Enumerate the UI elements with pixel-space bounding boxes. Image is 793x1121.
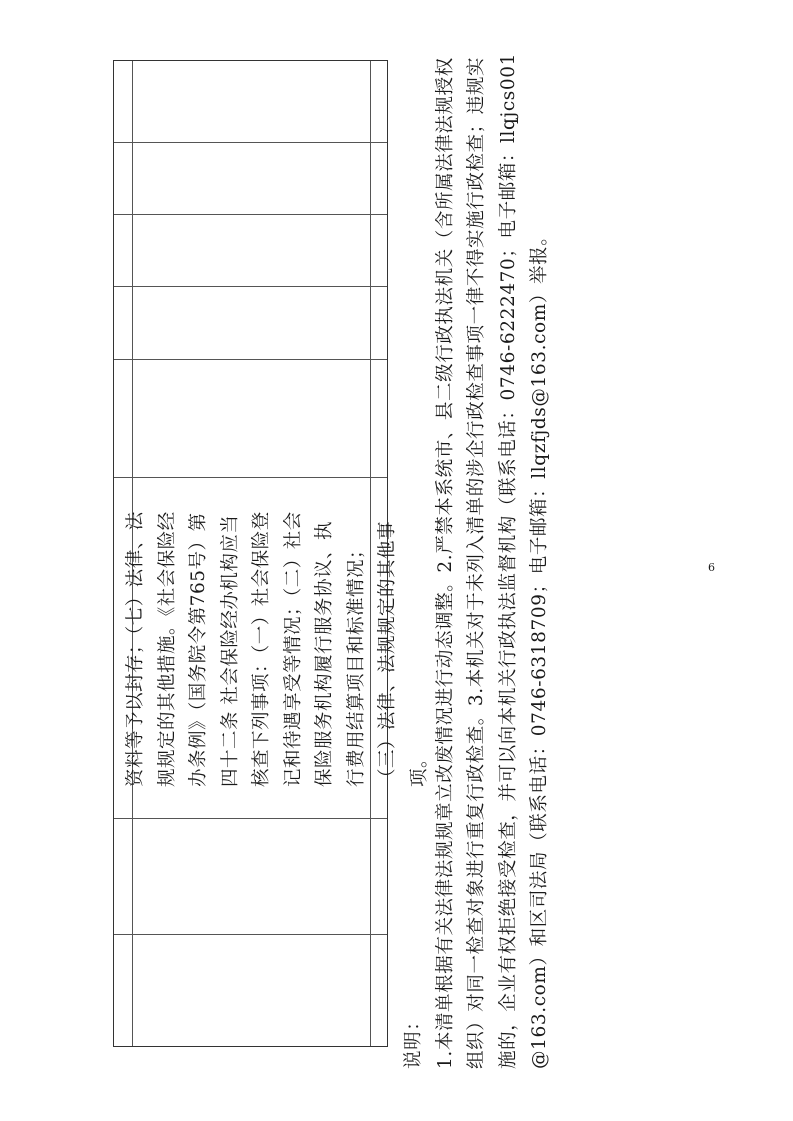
- table-column-divider: [114, 477, 387, 478]
- notes-section: [398, 49, 556, 1069]
- page-number: 6: [708, 561, 715, 574]
- table-column-divider: [114, 934, 387, 935]
- table-column-divider: [114, 818, 387, 819]
- table-column-divider: [114, 214, 387, 215]
- table-column-divider: [114, 359, 387, 360]
- notes-body: 1.本清单根据有关法律法规规章立改废情况进行动态调整。2.严禁本系统市、县二级行政执法机关（含所属法律法规授权组织）对同一检查对象进行重复行政检查。3.本机关对于未列入清单的涉企行政检查事项一律不得实施行政检查；违规实施的，企业有权拒绝接受检查，并可以向本机关行政执法监督机构（联系电话：0746-6222470；电子邮箱：llqjcs001@163.com）和区司法局（联系电话：0746-6318709；电子邮箱：llqzfjds@163.com）举报。: [434, 52, 550, 1069]
- notes-heading: 说明：: [403, 1011, 424, 1069]
- table-column-divider: [114, 286, 387, 287]
- table-column-divider: [114, 142, 387, 143]
- legal-basis-cell: 资料等予以封存；（七）法律、法规规定的其他措施。《社会保险经办条例》（国务院令第765号）第四十二条 社会保险经办机构应当核查下列事项：（一）社会保险登记和待遇享受等情况；（二）社会保险服务机构履行服务协议、执行费用结算项目和标准情况；（三）法律、法规规定的其他事项。: [125, 511, 430, 787]
